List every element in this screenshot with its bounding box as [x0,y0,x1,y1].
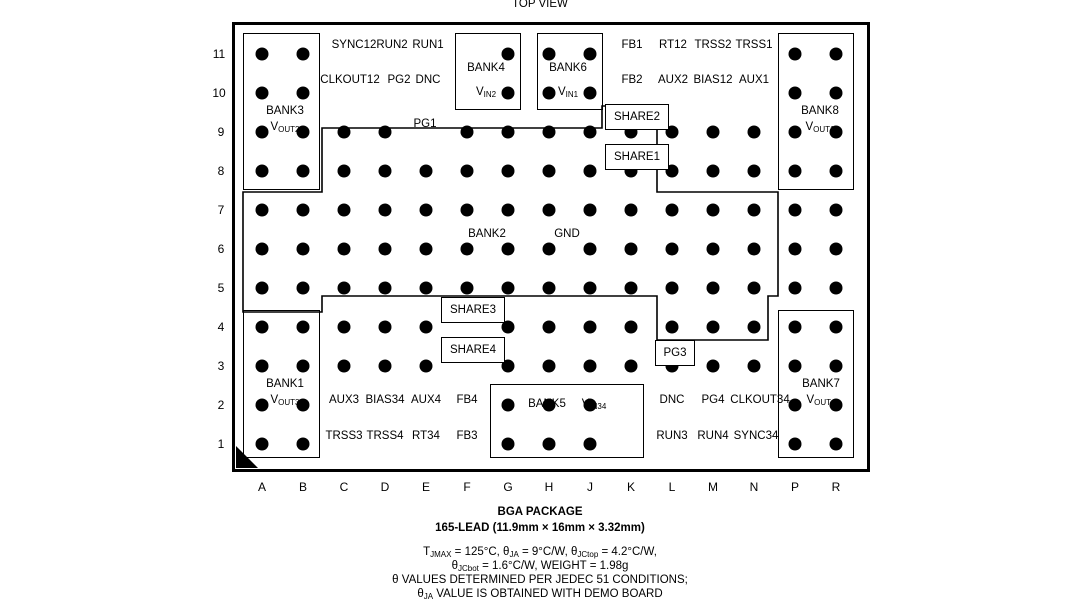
ball-G9 [502,126,515,139]
ball-B11 [297,48,310,61]
pin-label-aux1: AUX1 [738,74,770,86]
pin-label-rt34: RT34 [412,430,440,442]
ball-A8 [256,165,269,178]
row-label-3: 3 [217,359,225,373]
row-label-7: 7 [217,203,225,217]
ball-K6 [625,243,638,256]
ball-J10 [584,87,597,100]
pin-label-run1: RUN1 [412,39,444,51]
pin-label-trss2: TRSS2 [694,39,732,51]
ball-E7 [420,204,433,217]
ball-L5 [666,282,679,295]
ball-J3 [584,360,597,373]
ball-H8 [543,165,556,178]
top-view-label: TOP VIEW [512,0,568,10]
ball-P8 [789,165,802,178]
row-label-5: 5 [217,281,225,295]
pin-label-bias12: BIAS12 [693,74,733,86]
ball-F8 [461,165,474,178]
ball-J5 [584,282,597,295]
pin-label-fb3: FB3 [456,430,478,442]
ball-P6 [789,243,802,256]
pin-label-pg4: PG4 [701,394,725,406]
ball-H3 [543,360,556,373]
thermal-note-3: θ VALUES DETERMINED PER JEDEC 51 CONDITIONS; [392,574,688,586]
pin-label-fb1: FB1 [621,39,643,51]
row-label-11: 11 [212,47,226,61]
ball-P10 [789,87,802,100]
ball-G8 [502,165,515,178]
ball-H9 [543,126,556,139]
ball-F7 [461,204,474,217]
ball-E3 [420,360,433,373]
ball-P9 [789,126,802,139]
ball-G11 [502,48,515,61]
pin-label-pg1: PG1 [413,118,437,130]
ball-G2 [502,399,515,412]
ball-L7 [666,204,679,217]
ball-N5 [748,282,761,295]
ball-G6 [502,243,515,256]
ball-B6 [297,243,310,256]
pin-label-trss1: TRSS1 [735,39,773,51]
ball-K7 [625,204,638,217]
ball-R6 [830,243,843,256]
col-label-J: J [587,480,593,494]
col-label-A: A [257,480,267,494]
ball-M8 [707,165,720,178]
pin-label-gnd: GND [554,228,580,240]
ball-R11 [830,48,843,61]
ball-M9 [707,126,720,139]
signal-box-share1: SHARE1 [605,144,669,170]
ball-D3 [379,360,392,373]
ball-A1 [256,438,269,451]
bank-label-bank2: BANK2 [468,228,506,240]
ball-B1 [297,438,310,451]
ball-J7 [584,204,597,217]
rail-label-vout2: $V_{OUT2}$ [270,121,300,134]
ball-C4 [338,321,351,334]
pin-label-sync12: SYNC12 [331,39,377,51]
pin-label-dnc: DNC [659,394,685,406]
col-label-C: C [339,480,349,494]
ball-M4 [707,321,720,334]
pin-label-dnc: DNC [415,74,441,86]
ball-N8 [748,165,761,178]
rail-label-vin34: $V_{IN34}$ [581,398,607,411]
ball-H11 [543,48,556,61]
ball-C9 [338,126,351,139]
ball-K3 [625,360,638,373]
ball-D6 [379,243,392,256]
pin-label-trss4: TRSS4 [366,430,404,442]
ball-G1 [502,438,515,451]
pin-label-run4: RUN4 [697,430,729,442]
ball-N3 [748,360,761,373]
ball-A4 [256,321,269,334]
rail-label-vin2: $V_{IN2}$ [475,86,497,99]
ball-C8 [338,165,351,178]
bank-label-bank3: BANK3 [266,105,304,117]
col-label-N: N [749,480,759,494]
row-label-6: 6 [217,242,225,256]
ball-G10 [502,87,515,100]
row-label-4: 4 [217,320,225,334]
ball-P4 [789,321,802,334]
col-label-E: E [421,480,431,494]
ball-F6 [461,243,474,256]
ball-M3 [707,360,720,373]
col-label-F: F [463,480,471,494]
ball-A9 [256,126,269,139]
bank-label-bank8: BANK8 [801,105,839,117]
ball-D7 [379,204,392,217]
ball-C6 [338,243,351,256]
ball-P5 [789,282,802,295]
ball-J6 [584,243,597,256]
pin-label-run3: RUN3 [656,430,688,442]
pin-label-fb2: FB2 [621,74,643,86]
ball-H1 [543,438,556,451]
ball-A7 [256,204,269,217]
ball-P7 [789,204,802,217]
pin-label-bias34: BIAS34 [365,394,405,406]
ball-K5 [625,282,638,295]
ball-R5 [830,282,843,295]
ball-E6 [420,243,433,256]
col-label-P: P [790,480,800,494]
pin-label-rt12: RT12 [659,39,687,51]
ball-C7 [338,204,351,217]
ball-E8 [420,165,433,178]
ball-M5 [707,282,720,295]
ball-P1 [789,438,802,451]
rail-label-vin1: $V_{IN1}$ [557,86,579,99]
ball-R8 [830,165,843,178]
package-title: BGA PACKAGE [497,506,583,518]
ball-B8 [297,165,310,178]
col-label-L: L [668,480,676,494]
ball-M6 [707,243,720,256]
rail-label-vout4: $V_{OUT4}$ [806,394,836,407]
ball-B4 [297,321,310,334]
signal-box-share4: SHARE4 [441,337,505,363]
ball-F9 [461,126,474,139]
ball-A2 [256,399,269,412]
ball-D9 [379,126,392,139]
col-label-B: B [298,480,308,494]
ball-L4 [666,321,679,334]
ball-M7 [707,204,720,217]
rail-label-vout3: $V_{OUT3}$ [270,394,300,407]
ball-R1 [830,438,843,451]
ball-A3 [256,360,269,373]
thermal-note-1: $T_{JMAX} = 125^\circ C$, $\theta_{JA} = 9^\circ C/W$, $\theta_{JCtop} = 4.2^\circ C/W$, [423,546,657,559]
ball-N7 [748,204,761,217]
pin-label-aux2: AUX2 [657,74,689,86]
ball-A6 [256,243,269,256]
pin-label-clkout12: CLKOUT12 [320,74,380,86]
row-label-9: 9 [217,125,225,139]
ball-J1 [584,438,597,451]
bank-label-bank1: BANK1 [266,378,304,390]
bank-label-bank7: BANK7 [802,378,840,390]
ball-D4 [379,321,392,334]
ball-R4 [830,321,843,334]
ball-H7 [543,204,556,217]
ball-H4 [543,321,556,334]
ball-P11 [789,48,802,61]
ball-P2 [789,399,802,412]
ball-H6 [543,243,556,256]
ball-N9 [748,126,761,139]
ball-R3 [830,360,843,373]
col-label-H: H [544,480,554,494]
ball-P3 [789,360,802,373]
pin-label-trss3: TRSS3 [325,430,363,442]
pin-label-run2: RUN2 [376,39,408,51]
col-label-R: R [831,480,841,494]
ball-E5 [420,282,433,295]
ball-A11 [256,48,269,61]
ball-D8 [379,165,392,178]
signal-box-pg3: PG3 [655,340,695,366]
pin-label-aux3: AUX3 [328,394,360,406]
ball-N6 [748,243,761,256]
ball-L6 [666,243,679,256]
signal-box-share2: SHARE2 [605,104,669,130]
bank-label-bank5: BANK5 [528,398,566,410]
ball-B7 [297,204,310,217]
pin-label-pg2: PG2 [387,74,411,86]
col-label-G: G [503,480,513,494]
ball-B10 [297,87,310,100]
col-label-D: D [380,480,390,494]
bank-label-bank6: BANK6 [549,62,587,74]
row-label-2: 2 [217,398,225,412]
row-label-1: 1 [217,437,225,451]
ball-C5 [338,282,351,295]
ball-A10 [256,87,269,100]
thermal-note-2: $\theta_{JCbot} = 1.6^\circ C/W$, WEIGHT = 1.98g [451,560,629,573]
ball-A5 [256,282,269,295]
pin-label-sync34: SYNC34 [733,430,779,442]
pin-label-fb4: FB4 [456,394,478,406]
col-label-M: M [708,480,718,494]
ball-J11 [584,48,597,61]
signal-box-share3: SHARE3 [441,297,505,323]
thermal-note-4: $\theta_{JA}$ VALUE IS OBTAINED WITH DEMO BOARD [417,588,663,601]
rail-label-vout1: $V_{OUT1}$ [805,121,835,134]
ball-J8 [584,165,597,178]
pin-label-clkout34: CLKOUT34 [730,394,790,406]
col-label-K: K [626,480,636,494]
pin-label-aux4: AUX4 [410,394,442,406]
ball-E4 [420,321,433,334]
ball-C3 [338,360,351,373]
row-label-8: 8 [217,164,225,178]
ball-B5 [297,282,310,295]
ball-J9 [584,126,597,139]
bank-label-bank4: BANK4 [467,62,505,74]
row-label-10: 10 [212,86,226,100]
ball-F5 [461,282,474,295]
package-subtitle: 165-LEAD (11.9mm × 16mm × 3.32mm) [435,522,645,534]
ball-G7 [502,204,515,217]
ball-H10 [543,87,556,100]
ball-N4 [748,321,761,334]
ball-R7 [830,204,843,217]
ball-J4 [584,321,597,334]
ball-G5 [502,282,515,295]
ball-H5 [543,282,556,295]
ball-D5 [379,282,392,295]
ball-K4 [625,321,638,334]
ball-B3 [297,360,310,373]
ball-R10 [830,87,843,100]
